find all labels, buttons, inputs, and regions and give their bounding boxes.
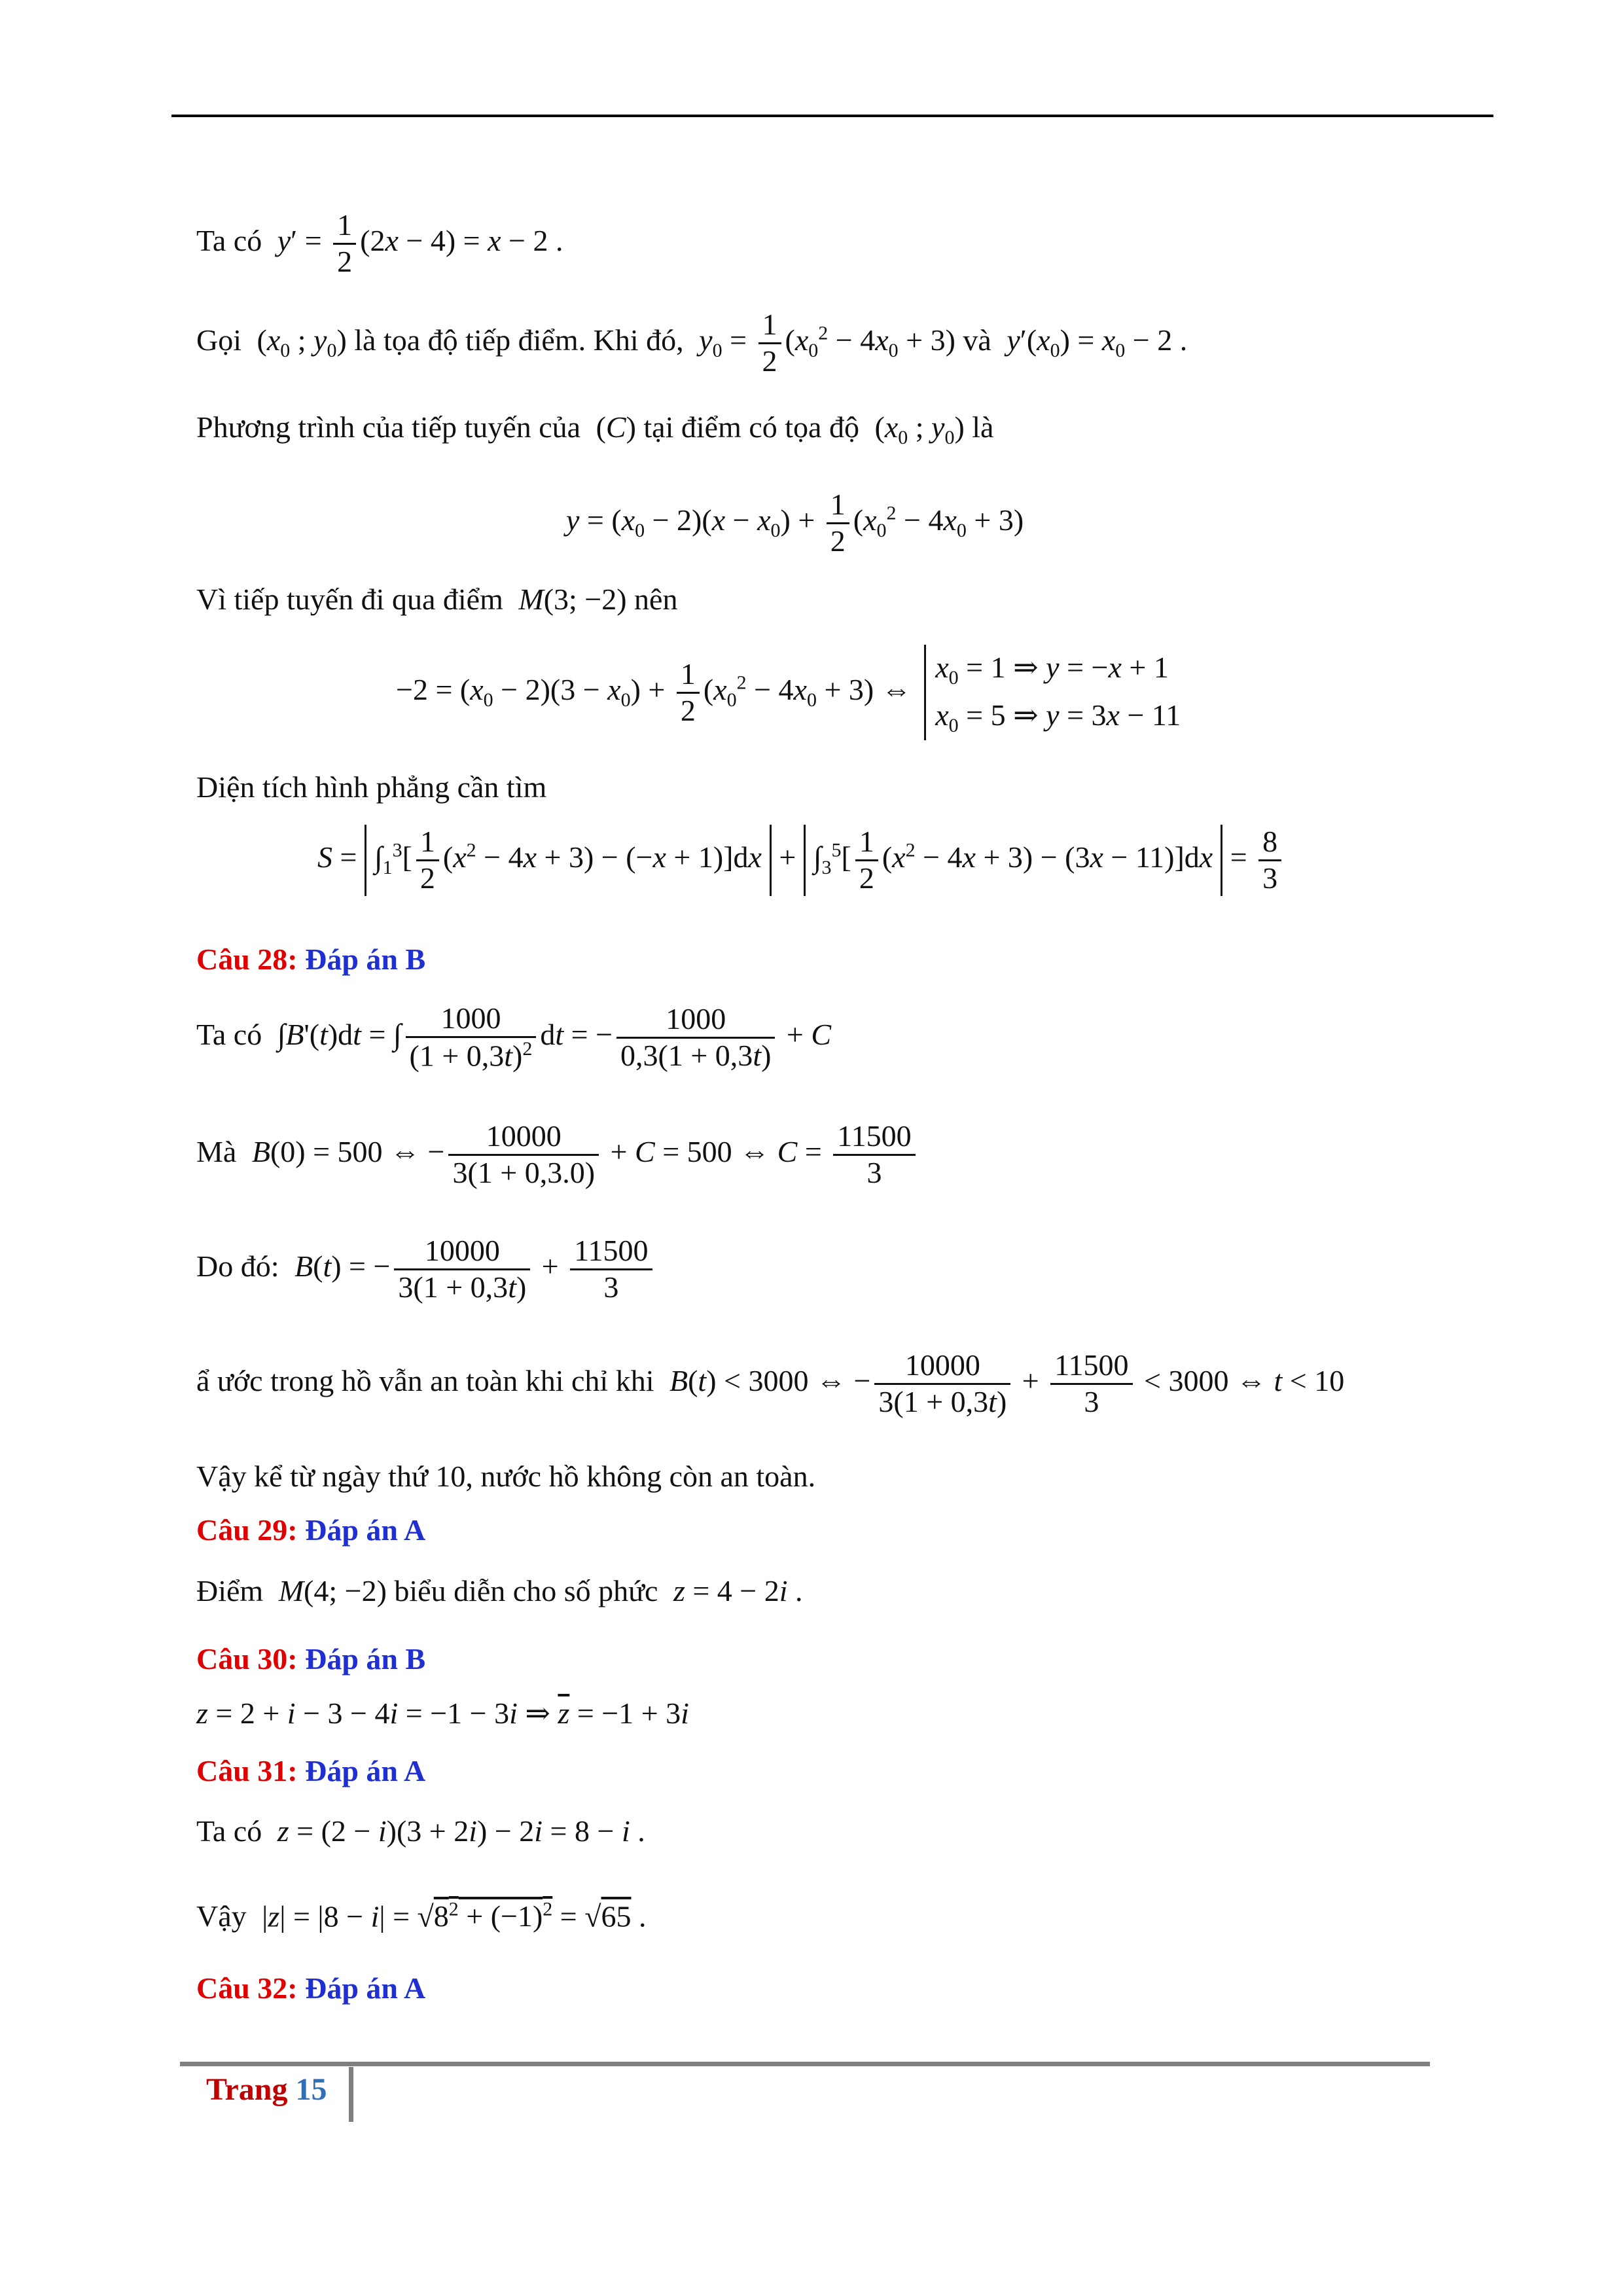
page-number: Trang 15 — [206, 2072, 327, 2107]
conjugate-line: z = 2 + i − 3 − 4i = −1 − 3i ⇒ $\overline{z} = -1 + 3i$ — [196, 1696, 689, 1730]
tangent-point-line: Gọi ($x_0$ ; $y_0$) là tọa độ tiếp điểm. Khi đó, $y_0$ = $\frac{1}{2}$ $(x_0^2 - 4x_0 + 3)$ và $y'(x_0) = x_0 - 2$ . — [196, 308, 1188, 378]
area-intro: Diện tích hình phẳng cần tìm — [196, 770, 547, 804]
derivative-line: Ta có y′ = $\frac{1}{2}$ (2x − 4) = x − 2 . — [196, 208, 563, 278]
footer-rule — [180, 2062, 1430, 2066]
tangent-equation: $y = (x_0 - 2)(x - x_0)$ + $\frac{1}{2}$ $(x_0^2 - 4x_0 + 3)$ — [566, 488, 1024, 558]
integral-b-line: Ta có ∫B'(t)dt = ∫ $\frac{1000}{(1 + 0,3t)^2}$ dt = − $\frac{1000}{0,3(1 + 0,3t)}$ + C — [196, 1001, 832, 1073]
complex-point-line: Điểm M(4; −2) biểu diễn cho số phức z = 4 − 2i . — [196, 1574, 803, 1607]
b-formula-line: Do đó: B(t) = − $\frac{10000}{3(1 + 0,3t)}$ + $\frac{11500}{3}$ — [196, 1234, 656, 1305]
point-m-line: Vì tiếp tuyến đi qua điểm M(3; −2) nên — [196, 583, 678, 616]
question-29-header: Câu 29: Đáp án A — [196, 1513, 426, 1547]
question-32-header: Câu 32: Đáp án A — [196, 1971, 426, 2005]
product-line: Ta có z = (2 − i)(3 + 2i) − 2i = 8 − i . — [196, 1814, 645, 1848]
conclusion-line: Vậy kể từ ngày thứ 10, nước hồ không còn an toàn. — [196, 1460, 816, 1493]
area-integral: $S = \int_1^3$[ $\frac{1}{2}$ $(x^2 - 4x + 3) - (-x + 1)]dx + \int_3^5$[ $\frac{1}{2}$ $(x^2 - 4x + 3) - (3x - 11)]dx$ = $\frac{8}{3}$ — [317, 825, 1285, 896]
question-28-header: Câu 28: Đáp án B — [196, 942, 426, 976]
tangent-equation-intro: Phương trình của tiếp tuyến của (C) tại điểm có tọa độ ($x_0$ ; $y_0$) là — [196, 410, 994, 449]
safety-condition-line: ẩ ước trong hồ vẫn an toàn khi chỉ khi B(t) < 3000 ⇔ − $\frac{10000}{3(1 + 0,3t)}$ + $\frac{11500}{3}$ < 3000 ⇔ t < 10 — [196, 1348, 1345, 1418]
initial-condition-line: Mà B(0) = 500 ⇔ − $\frac{10000}{3(1 + 0,3.0)}$ + C = 500 ⇔ C = $\frac{11500}{3}$ — [196, 1119, 919, 1191]
modulus-line: Vậy $|z| = |8 - i| = √8^2 + (-1)^2 = √65$ . — [196, 1899, 647, 1933]
solve-equation: $-2 = (x_0 - 2)(3 - x_0)$ + $\frac{1}{2}$ $(x_0^2 - 4x_0 + 3)$ ⇔ $x_0 = 1$ ⇒ y = −x + 1 $x_0 = 5$ ⇒ y = 3x − 11 — [396, 645, 1181, 740]
header-rule — [171, 115, 1493, 117]
footer-divider — [349, 2067, 353, 2122]
question-31-header: Câu 31: Đáp án A — [196, 1754, 426, 1787]
question-30-header: Câu 30: Đáp án B — [196, 1642, 426, 1676]
derivative-formula: y′ = $\frac{1}{2}$ (2x − 4) = x − 2 . — [277, 208, 563, 278]
